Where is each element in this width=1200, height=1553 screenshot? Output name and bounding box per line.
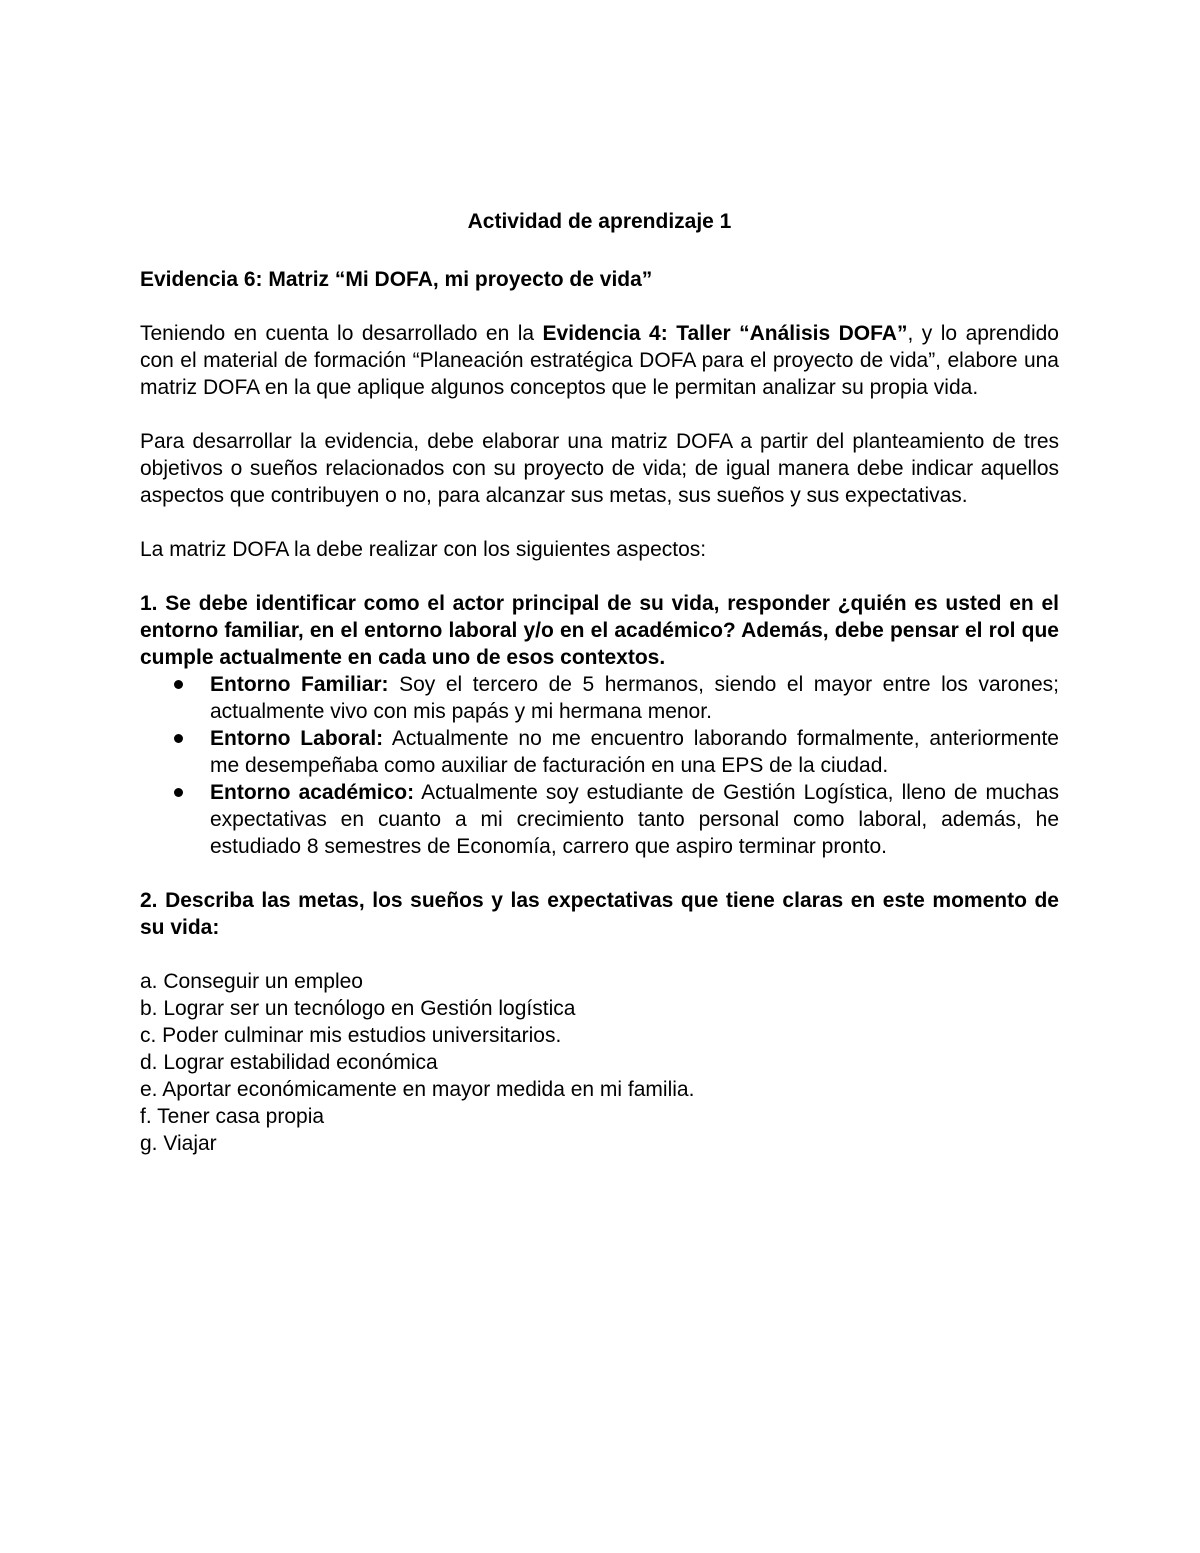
bullet-label: Entorno Laboral:: [210, 727, 384, 750]
environment-list: [140, 671, 1059, 860]
aspects-paragraph: La matriz DOFA la debe realizar con los siguientes aspectos:: [140, 538, 707, 561]
list-item-academico: [140, 779, 1059, 860]
evidence-heading: Evidencia 6: Matriz “Mi DOFA, mi proyecto de vida”: [140, 268, 653, 291]
bullet-label: Entorno Familiar:: [210, 673, 389, 696]
bullet-icon: [174, 680, 183, 689]
goals-list: [140, 968, 1059, 1157]
goal-item: a. Conseguir un empleo: [140, 970, 363, 993]
question-2: 2. Describa las metas, los sueños y las expectativas que tiene claras en este momento de su vida:: [140, 889, 1059, 939]
goal-item: b. Lograr ser un tecnólogo en Gestión logística: [140, 997, 576, 1020]
list-item-laboral: [140, 725, 1059, 779]
goal-item: d. Lograr estabilidad económica: [140, 1051, 438, 1074]
intro-text-end: , y lo aprendido con el material de formación “Planeación estratégica DOFA para el proyecto de vida”, elabore una matriz DOFA en la que aplique algunos conceptos que le permitan analizar su propia vida.: [140, 322, 1059, 399]
intro-paragraph: [140, 320, 1059, 401]
list-item-familiar: [140, 671, 1059, 725]
bullet-text: Actualmente soy estudiante de Gestión Logística, lleno de muchas expectativas en cuanto a mi crecimiento tanto personal como laboral, además, he estudiado 8 semestres de Economía, carrero que aspiro terminar pronto.: [210, 781, 1060, 858]
bullet-icon: [174, 734, 183, 743]
document-body: [140, 208, 1059, 1157]
question-1: 1. Se debe identificar como el actor principal de su vida, responder ¿quién es usted en el entorno familiar, en el entorno laboral y/o en el académico? Además, debe pensar el rol que cumple actualmente en cada uno de esos contextos.: [140, 592, 1059, 669]
intro-text-start: Teniendo en cuenta lo desarrollado en la: [140, 322, 543, 345]
intro-bold-reference: Evidencia 4: Taller “Análisis DOFA”: [542, 322, 908, 345]
instructions-paragraph: Para desarrollar la evidencia, debe elaborar una matriz DOFA a partir del planteamiento de tres objetivos o sueños relacionados con su proyecto de vida; de igual manera debe indicar aquellos aspectos que contribuyen o no, para alcanzar sus metas, sus sueños y sus expectativas.: [140, 430, 1059, 507]
goal-item: e. Aportar económicamente en mayor medida en mi familia.: [140, 1078, 695, 1101]
goal-item: g. Viajar: [140, 1132, 217, 1155]
bullet-text: Soy el tercero de 5 hermanos, siendo el mayor entre los varones; actualmente vivo con mis papás y mi hermana menor.: [210, 673, 1059, 723]
bullet-icon: [174, 788, 183, 797]
goal-item: c. Poder culminar mis estudios universitarios.: [140, 1024, 562, 1047]
bullet-label: Entorno académico:: [210, 781, 415, 804]
bullet-text: Actualmente no me encuentro laborando formalmente, anteriormente me desempeñaba como auxiliar de facturación en una EPS de la ciudad.: [210, 727, 1059, 777]
document-title: Actividad de aprendizaje 1: [467, 210, 732, 233]
goal-item: f. Tener casa propia: [140, 1105, 325, 1128]
